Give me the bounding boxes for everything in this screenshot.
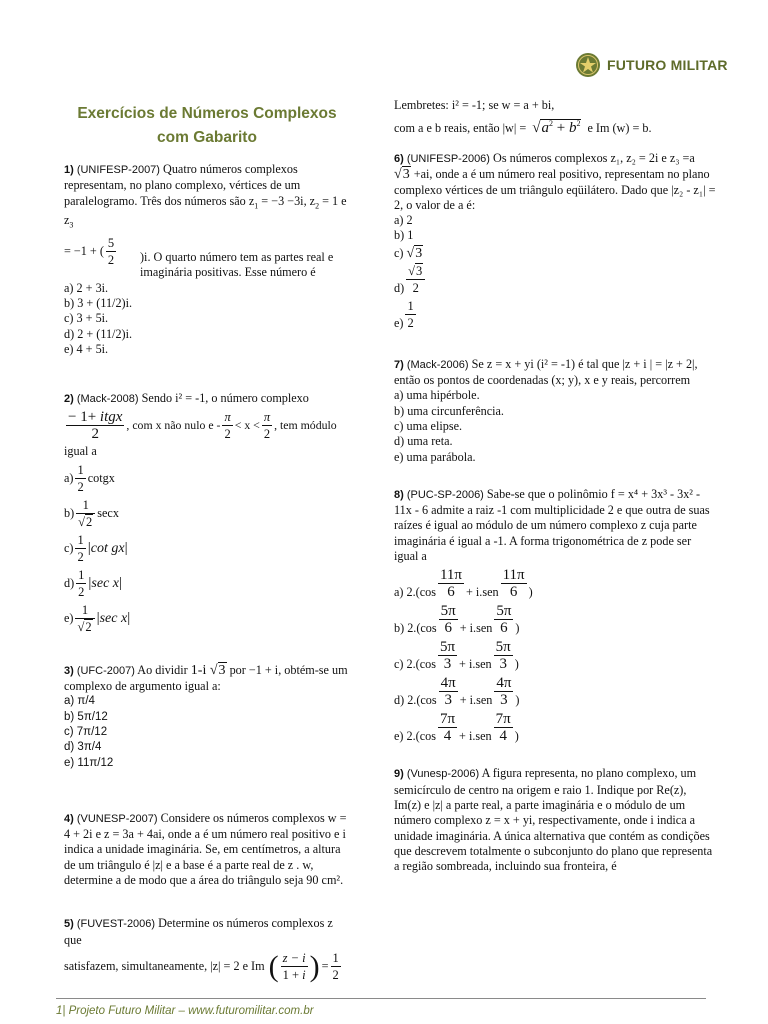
page-title: Exercícios de Números Complexos com Gabarito bbox=[77, 105, 337, 146]
q9-text: A figura representa, no plano complexo, um semicírculo de centro na origem e raio 1. Indique por Re(z), Im(z) e |z| a parte real, a parte imaginária e o módulo de um número complexo z = x + yi, respectivamente, onde i indica a unidade imaginária. A única alternativa que contém as condições que descrevem totalmente o subconjunto do plano que representa a região sombreada, incluindo sua fronteira, é bbox=[394, 766, 713, 874]
q8-d-sen: + i.sen bbox=[459, 693, 493, 708]
q2-label-b: b) bbox=[64, 505, 75, 520]
q7-source: (Mack-2006) bbox=[406, 358, 469, 371]
question-1: 1) (UNIFESP-2007) Quatro números complexos representam, no plano complexo, vértices de um paralelogramo. Três dos números são $z_1 = -3 -3i$, $z_2 = 1$ e $z_3$ = −1 + ( $\frac{5}{2}$ )i. O quarto número tem as partes real e imaginária positivas. Esse número é a) 2 + 3i. b) 3 + (11/2)i. c) 3 + 5i. d) 2 + (11/2)i. e) 4 + 5i. bbox=[64, 162, 350, 357]
q2-option-b bbox=[64, 497, 350, 530]
q6-label-d: d) bbox=[394, 280, 405, 295]
q9-source: (Vunesp-2006) bbox=[406, 768, 480, 781]
star-emblem-icon bbox=[575, 52, 601, 78]
q8-b-frac2: $\frac{5\pi}{6}$ bbox=[496, 603, 512, 637]
question-5: 5) (FUVEST-2006) Determine os números complexos z que satisfazem, simultaneamente, |z| = 2 e Im ( $\frac{z - i}{1 + i}$ ) = $\frac{1}{2}$ bbox=[64, 916, 339, 983]
q8-e-frac1: $\frac{7\pi}{4}$ bbox=[439, 711, 456, 745]
q8-d-frac2: $\frac{4\pi}{3}$ bbox=[496, 675, 512, 709]
q6-option-d bbox=[394, 263, 716, 296]
brand-name: FUTURO MILITAR bbox=[607, 57, 728, 73]
reminder-line-3: e Im (w) = b. bbox=[587, 120, 652, 135]
q7-text: Se z = x + yi (i² = -1) é tal que |z + i | = |z + 2|, então os pontos de coordenadas (x; y), x e y reais, percorrem bbox=[394, 356, 698, 388]
q7-option-b: b) uma circunferência. bbox=[394, 403, 504, 418]
q2-end: igual a bbox=[64, 444, 97, 459]
q2-pi-half-left: $\frac{\pi}{2}$ bbox=[224, 410, 231, 442]
q3-option-d: d) 3π/4 bbox=[64, 741, 102, 754]
q6-label-c: c) bbox=[394, 245, 404, 260]
q6-option-e bbox=[394, 298, 716, 331]
q8-option-d bbox=[394, 675, 716, 708]
q7-option-c: c) uma elipse. bbox=[394, 418, 463, 433]
q6-option-a: a) 2 bbox=[394, 213, 413, 228]
q8-a-frac1: $\frac{11\pi}{6}$ bbox=[439, 567, 462, 601]
q2-end-inline: , tem módulo bbox=[274, 418, 337, 433]
q6-e-fraction: $\frac{1}{2}$ bbox=[407, 298, 414, 330]
q2-label-c: c) bbox=[64, 540, 74, 555]
q7-option-e: e) uma parábola. bbox=[394, 449, 476, 464]
question-7 bbox=[394, 357, 716, 465]
page-footer: 1| Projeto Futuro Militar – www.futuromilitar.com.br bbox=[56, 1005, 314, 1017]
q6-option-b: b) 1 bbox=[394, 228, 414, 243]
q8-a-sen: + i.sen bbox=[466, 585, 499, 600]
q6-text2: +ai, onde a é um número real positivo, representam no plano complexo vértices de um triângulo eqüilátero. Dado que |z₂ - z₁| = 2, o valor de a é: bbox=[394, 167, 716, 212]
q1-number: 1) bbox=[64, 164, 74, 176]
q8-number: 8) bbox=[394, 488, 404, 501]
q1-source: (UNIFESP-2007) bbox=[76, 164, 160, 176]
q3-option-c: c) 7π/12 bbox=[64, 725, 108, 738]
q2-label-e: e) bbox=[64, 610, 74, 625]
q8-c-frac2: $\frac{5\pi}{3}$ bbox=[495, 639, 511, 673]
q2-a-fraction: $\frac{1}{2}$ bbox=[77, 462, 84, 494]
q8-d-label: d) 2.(cos bbox=[394, 693, 437, 708]
q8-option-c bbox=[394, 639, 716, 672]
q2-c-fraction: $\frac{1}{2}$ bbox=[77, 532, 84, 564]
q8-c-sen: + i.sen bbox=[459, 657, 492, 672]
q2-pi-half-right: $\frac{\pi}{2}$ bbox=[263, 410, 271, 442]
q1-option-b: b) 3 + (11/2)i. bbox=[64, 295, 133, 310]
q2-label-a: a) bbox=[64, 470, 74, 485]
q6-d-fraction: $\frac{√3}{2}$ bbox=[406, 263, 425, 296]
q7-option-a: a) uma hipérbole. bbox=[394, 388, 480, 403]
q3-source: (UFC-2007) bbox=[76, 664, 135, 677]
q6-label-e: e) bbox=[394, 315, 404, 330]
q2-mid2: < x < bbox=[234, 418, 260, 433]
q8-source: (PUC-SP-2006) bbox=[406, 488, 484, 501]
q2-label-d: d) bbox=[64, 575, 75, 590]
question-3: 3) (UFC-2007) Ao dividir 1-i √3 por −1 + i, obtém-se um complexo de argumento igual a: a) π/4 b) 5π/12 c) 7π/12 d) 3π/4 e) 11π/12 bbox=[64, 663, 350, 771]
q8-b-frac1: $\frac{5\pi}{6}$ bbox=[440, 603, 456, 637]
q8-a-label: a) 2.(cos bbox=[394, 585, 436, 600]
q8-text: Sabe-se que o polinômio f = x⁴ + 3x³ - 3x² - 11x - 6 admite a raiz -1 com multiplicidade 2 e que outra de suas raízes é igual ao módulo de um número complexo z cuja parte imaginária é igual a -1. A forma trigonométrica de z pode ser igual a bbox=[394, 486, 710, 564]
brand-logo bbox=[575, 52, 728, 78]
reminder-line-2: com a e b reais, então |w| = bbox=[394, 120, 527, 135]
q8-d-frac1: $\frac{4\pi}{3}$ bbox=[440, 675, 456, 709]
q2-a-text: cotgx bbox=[87, 470, 115, 485]
q2-expression: $\frac{\text{− 1+ itgx}}{2}$ bbox=[68, 409, 123, 443]
q3-number: 3) bbox=[64, 664, 74, 677]
q8-d-close: ) bbox=[515, 693, 520, 708]
question-4 bbox=[64, 811, 350, 888]
question-9 bbox=[394, 766, 716, 874]
q8-c-frac1: $\frac{5\pi}{3}$ bbox=[439, 639, 456, 673]
q6-text: Os números complexos z₁, z₂ = 2i e z₃ =a bbox=[493, 151, 695, 165]
q2-option-a bbox=[64, 462, 350, 495]
q2-source: (Mack-2008) bbox=[76, 393, 139, 406]
right-column bbox=[394, 98, 716, 896]
q8-option-b bbox=[394, 603, 716, 636]
q1-text2: = −1 + ( bbox=[64, 243, 104, 258]
q2-number: 2) bbox=[64, 393, 74, 406]
question-2 bbox=[64, 391, 350, 635]
q2-option-c: c) $\frac{1}{2}$ | cot gx | bbox=[64, 532, 128, 564]
q1-text3: )i. O quarto número tem as partes real e imaginária positivas. Esse número é bbox=[140, 250, 334, 280]
q2-text: Sendo i² = -1, o número complexo bbox=[141, 391, 309, 406]
q8-e-label: e) 2.(cos bbox=[394, 729, 436, 744]
q5-source: (FUVEST-2006) bbox=[76, 918, 156, 931]
q5-text: Determine os números complexos z que bbox=[64, 916, 333, 947]
q9-number: 9) bbox=[394, 768, 404, 781]
q4-number: 4) bbox=[64, 812, 74, 825]
q2-d-fraction: $\frac{1}{2}$ bbox=[78, 567, 85, 599]
question-8 bbox=[394, 487, 716, 744]
q8-a-close: ) bbox=[528, 585, 533, 600]
q8-a-frac2: $\frac{11\pi}{6}$ bbox=[502, 567, 525, 601]
reminder-line-1: Lembretes: i² = -1; se w = a + bi, bbox=[394, 98, 555, 112]
question-6: 6) (UNIFESP-2006) Os números complexos z₁, z₂ = 2i e z₃ =a √3 +ai, onde a é um número real positivo, representam no plano complexo vértices de um triângulo eqüilátero. Dado que |z₂ - z₁| = 2, o valor de a é: a) 2 b) 1 c) √3 d) $\frac{√3}{2}$ e) $\frac{1}{2}$ bbox=[394, 151, 716, 330]
q3-option-b: b) 5π/12 bbox=[64, 710, 108, 723]
q5-text2: satisfazem, simultaneamente, |z| = 2 e Im bbox=[64, 958, 265, 973]
q3-option-e: e) 11π/12 bbox=[64, 756, 114, 769]
q1-fraction: $\frac{5}{2}$ bbox=[107, 236, 115, 268]
q1-option-a: a) 2 + 3i. bbox=[64, 280, 109, 295]
q4-text: Considere os números complexos w = 4 + 2i e z = 3a + 4ai, onde a é um número real positivo e i indica a unidade imaginária. Se, em centímetros, a altura de um triângulo é |z| e a base é a parte real de z . w, determine a de modo que a área do triângulo seja 90 cm². bbox=[64, 810, 347, 887]
left-column bbox=[64, 98, 350, 1005]
q8-b-label: b) 2.(cos bbox=[394, 621, 437, 636]
q8-c-close: ) bbox=[514, 657, 519, 672]
q8-c-label: c) 2.(cos bbox=[394, 657, 436, 672]
q6-number: 6) bbox=[394, 153, 404, 165]
q5-ratio: $\frac{z - i}{1 + i}$ bbox=[282, 950, 306, 982]
q4-source: (VUNESP-2007) bbox=[76, 812, 158, 825]
q2-b-fraction: $\frac{1}{√2}$ bbox=[76, 497, 95, 530]
q3-option-a: a) π/4 bbox=[64, 695, 95, 708]
q6-option-c: c) √3 bbox=[394, 245, 423, 261]
q7-number: 7) bbox=[394, 358, 404, 371]
footer-divider bbox=[56, 998, 706, 999]
q1-option-e: e) 4 + 5i. bbox=[64, 341, 109, 356]
q1-option-c: c) 3 + 5i. bbox=[64, 311, 109, 326]
q5-number: 5) bbox=[64, 918, 74, 931]
q1-text: Quatro números complexos representam, no plano complexo, vértices de um paralelogramo. Três dos números são z bbox=[64, 162, 301, 208]
q8-option-a bbox=[394, 567, 716, 600]
q8-e-frac2: $\frac{7\pi}{4}$ bbox=[495, 711, 511, 745]
q2-e-fraction: $\frac{1}{√2}$ bbox=[75, 602, 94, 635]
q2-mid: , com x não nulo e - bbox=[126, 418, 221, 433]
q3-text2: por −1 + i, obtém-se um complexo de argumento igual a: bbox=[64, 662, 348, 694]
q6-source: (UNIFESP-2006) bbox=[406, 153, 490, 165]
q2-b-text: secx bbox=[97, 505, 119, 520]
q8-option-e bbox=[394, 711, 716, 744]
q8-e-close: ) bbox=[514, 729, 519, 744]
q2-option-e: e) $\frac{1}{√2}$ | sec x | bbox=[64, 602, 131, 634]
q7-option-d: d) uma reta. bbox=[394, 434, 453, 449]
q3-text: Ao dividir bbox=[137, 662, 188, 677]
q2-option-d: d) $\frac{1}{2}$ | sec x | bbox=[64, 567, 123, 599]
q5-half: $\frac{1}{2}$ bbox=[332, 950, 339, 982]
q8-b-sen: + i.sen bbox=[459, 621, 493, 636]
q1-option-d: d) 2 + (11/2)i. bbox=[64, 326, 133, 341]
q8-e-sen: + i.sen bbox=[459, 729, 492, 744]
reminders: Lembretes: i² = -1; se w = a + bi, com a e b reais, então |w| = $√a^2 + b^2$ e Im (w) = b. bbox=[394, 98, 716, 137]
q8-b-close: ) bbox=[515, 621, 520, 636]
